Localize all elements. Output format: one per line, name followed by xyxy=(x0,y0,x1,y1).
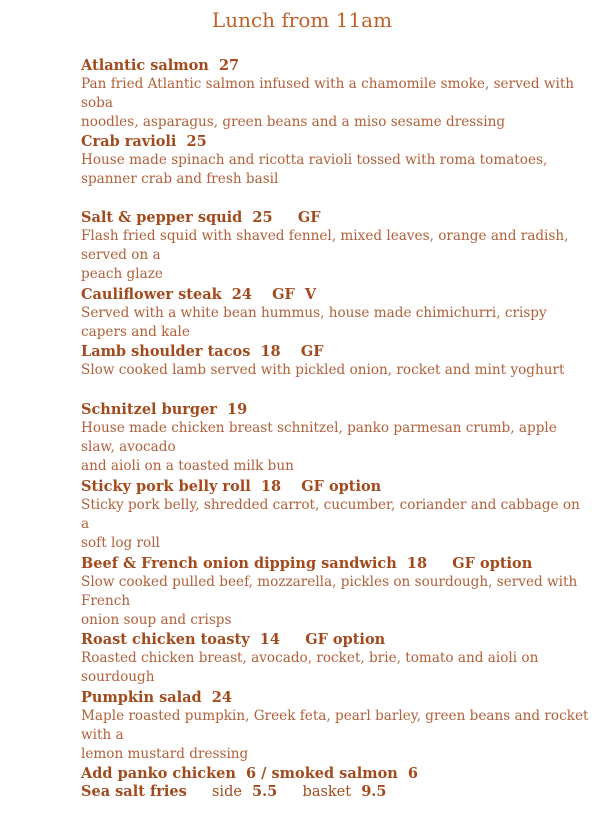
menu-item-heading xyxy=(81,630,591,649)
item-description-line: House made spinach and ricotta ravioli tossed with roma tomatoes, xyxy=(81,152,548,168)
item-dietary-tags: GF option xyxy=(301,478,382,495)
item-price: 27 xyxy=(218,57,240,74)
item-description-line: Flash fried squid with shaved fennel, mixed leaves, orange and radish, served on a xyxy=(81,228,569,263)
menu-title: Lunch from 11am xyxy=(211,8,393,32)
menu-item-pumpkin-salad xyxy=(81,688,591,783)
item-description-line: lemon mustard dressing xyxy=(81,746,249,762)
menu-item-heading xyxy=(81,554,591,573)
item-dietary-tags: GF option xyxy=(305,631,386,648)
menu-item-sticky-pork-belly-roll xyxy=(81,477,591,553)
menu-item-schnitzel-burger xyxy=(81,400,591,476)
item-price: 18 xyxy=(260,343,281,360)
menu-item-heading xyxy=(81,342,591,361)
menu-item-heading xyxy=(81,688,591,707)
menu-item-heading xyxy=(81,400,591,419)
basket-label: basket xyxy=(302,784,352,800)
item-dietary-tags: GF option xyxy=(452,555,533,572)
item-name: Schnitzel burger xyxy=(81,401,217,418)
item-name: Atlantic salmon xyxy=(81,57,209,74)
menu-item-heading xyxy=(81,477,591,496)
item-price: 19 xyxy=(227,401,248,418)
menu-item-heading xyxy=(81,208,591,227)
menu-item-salt-pepper-squid xyxy=(81,208,591,284)
menu-item-sea-salt-fries xyxy=(81,782,591,802)
item-description-line: Served with a white bean hummus, house made chimichurri, crispy capers and kale xyxy=(81,305,547,340)
item-description-line: onion soup and crisps xyxy=(81,612,232,628)
item-name: Sticky pork belly roll xyxy=(81,478,251,495)
item-description-line: Slow cooked lamb served with pickled onion, rocket and mint yoghurt xyxy=(81,362,565,378)
item-name: Crab ravioli xyxy=(81,133,177,150)
item-name: Pumpkin salad xyxy=(81,689,202,706)
item-description-line: soft log roll xyxy=(81,535,160,551)
item-price: 18 xyxy=(406,555,428,572)
menu-item-crab-ravioli xyxy=(81,132,591,189)
item-dietary-tags: GF xyxy=(297,209,321,226)
menu-item-atlantic-salmon xyxy=(81,56,591,132)
item-price: 14 xyxy=(259,631,280,648)
item-description-line: and aioli on a toasted milk bun xyxy=(81,458,294,474)
item-price: 24 xyxy=(231,286,252,303)
menu-item-heading xyxy=(81,56,591,75)
item-description-line: Sticky pork belly, shredded carrot, cucumber, coriander and cabbage on a xyxy=(81,497,580,532)
item-price: 25 xyxy=(252,209,273,226)
item-description-line: Maple roasted pumpkin, Greek feta, pearl barley, green beans and rocket with a xyxy=(81,708,589,743)
menu-item-heading xyxy=(81,782,591,802)
item-name: Salt & pepper squid xyxy=(81,209,243,226)
item-price: 18 xyxy=(260,478,282,495)
item-name: Beef & French onion dipping sandwich xyxy=(81,555,397,572)
item-name: Roast chicken toasty xyxy=(81,631,250,648)
menu-item-beef-french-onion-sandwich xyxy=(81,554,591,630)
item-name: Lamb shoulder tacos xyxy=(81,343,251,360)
item-dietary-tags: GF V xyxy=(272,286,317,303)
item-description-line: spanner crab and fresh basil xyxy=(81,171,279,187)
menu-item-lamb-shoulder-tacos xyxy=(81,342,591,380)
item-addon-options: Add panko chicken 6 / smoked salmon 6 xyxy=(81,765,418,782)
side-label: side xyxy=(211,784,242,800)
item-dietary-tags: GF xyxy=(300,343,324,360)
basket-price: 9.5 xyxy=(361,783,387,800)
item-description-line: House made chicken breast schnitzel, panko parmesan crumb, apple slaw, avocado xyxy=(81,420,557,455)
menu-item-cauliflower-steak xyxy=(81,285,591,342)
item-name: Cauliflower steak xyxy=(81,286,222,303)
item-description-line: Slow cooked pulled beef, mozzarella, pickles on sourdough, served with French xyxy=(81,574,578,609)
item-name: Sea salt fries xyxy=(81,783,187,800)
menu-item-roast-chicken-toasty xyxy=(81,630,591,687)
menu-item-heading xyxy=(81,285,591,304)
menu-item-heading xyxy=(81,132,591,151)
side-price: 5.5 xyxy=(252,783,278,800)
item-description-line: noodles, asparagus, green beans and a miso sesame dressing xyxy=(81,114,506,130)
item-description-line: Pan fried Atlantic salmon infused with a chamomile smoke, served with soba xyxy=(81,76,575,111)
item-price: 24 xyxy=(211,689,232,706)
item-description-line: peach glaze xyxy=(81,266,163,282)
item-description-line: Roasted chicken breast, avocado, rocket, brie, tomato and aioli on sourdough xyxy=(81,650,539,685)
item-price: 25 xyxy=(186,133,207,150)
